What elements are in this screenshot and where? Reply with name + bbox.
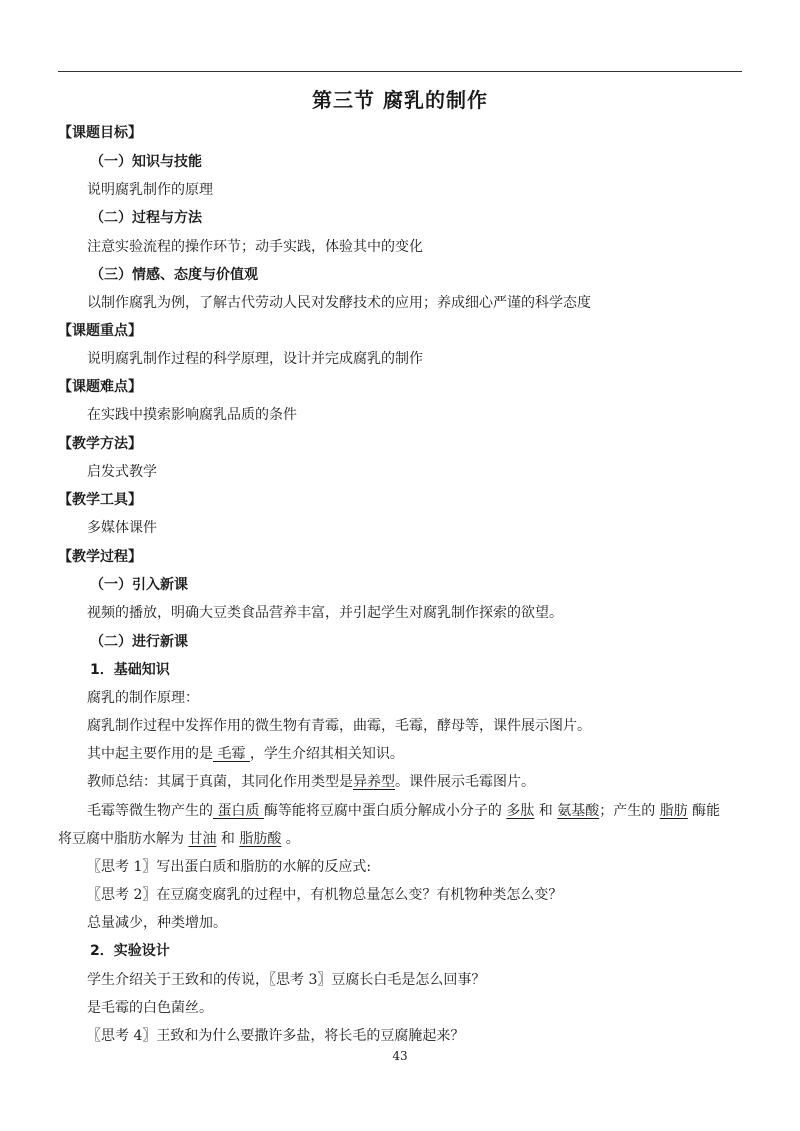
basics-line-2: 腐乳制作过程中发挥作用的微生物有青霉，曲霉，毛霉，酵母等，课件展示图片。 — [87, 718, 591, 734]
think-2-answer: 总量减少，种类增加。 — [87, 915, 227, 931]
process-method-label: （二）过程与方法 — [90, 210, 202, 226]
answer-blank-heterotroph: 异养型 — [353, 774, 395, 790]
text-segment: 教师总结：其属于真菌，其同化作用类型是 — [87, 774, 353, 790]
tools-heading: 【教学工具】 — [58, 492, 142, 508]
design-line-3: 〖思考 4〗王致和为什么要撒许多盐，将长毛的豆腐腌起来？ — [87, 1028, 465, 1044]
emotion-label: （三）情感、态度与价值观 — [90, 267, 258, 283]
emotion-text: 以制作腐乳为例，了解古代劳动人民对发酵技术的应用；养成细心严谨的科学态度 — [87, 295, 591, 311]
difficulties-text: 在实践中摸索影响腐乳品质的条件 — [87, 407, 297, 423]
text-segment: ，学生介绍其相关知识。 — [249, 746, 404, 762]
think-2: 〖思考 2〗在豆腐变腐乳的过程中，有机物总量怎么变？有机物种类怎么变？ — [87, 887, 563, 903]
knowledge-label: （一）知识与技能 — [90, 154, 202, 170]
basics-line-6 — [58, 830, 300, 848]
basics-line-4 — [87, 773, 535, 791]
answer-blank-mold: 毛霉 — [213, 746, 250, 762]
difficulties-heading: 【课题难点】 — [58, 379, 142, 395]
answer-blank-fat: 脂肪 — [659, 803, 688, 819]
answer-blank-protein: 蛋白质 — [213, 803, 264, 819]
answer-blank-peptide: 多肽 — [506, 803, 535, 819]
text-segment: 毛霉等微生物产生的 — [87, 803, 213, 819]
objectives-heading: 【课题目标】 — [58, 125, 142, 141]
intro-text: 视频的播放，明确大豆类食品营养丰富，并引起学生对腐乳制作探索的欲望。 — [87, 605, 563, 621]
text-segment: 酶能 — [687, 803, 721, 819]
page-number: 43 — [392, 1049, 408, 1063]
answer-blank-fatty-acid: 脂肪酸 — [239, 831, 282, 847]
basics-line-5 — [87, 802, 720, 820]
key-points-heading: 【课题重点】 — [58, 323, 142, 339]
methods-heading: 【教学方法】 — [58, 436, 142, 452]
page-title: 第三节 腐乳的制作 — [312, 88, 488, 112]
basics-label: 1．基础知识 — [90, 662, 170, 678]
answer-blank-amino-acid: 氨基酸 — [557, 803, 600, 819]
text-segment: 。课件展示毛霉图片。 — [395, 774, 535, 790]
think-1: 〖思考 1〗写出蛋白质和脂肪的水解的反应式: — [87, 859, 372, 875]
text-segment: 。 — [281, 831, 300, 847]
design-line-2: 是毛霉的白色菌丝。 — [87, 1000, 213, 1016]
text-segment: ；产生的 — [599, 803, 660, 819]
basics-line-3 — [87, 745, 404, 763]
key-points-text: 说明腐乳制作过程的科学原理，设计并完成腐乳的制作 — [87, 351, 423, 367]
tools-text: 多媒体课件 — [87, 520, 157, 536]
methods-text: 启发式教学 — [87, 464, 157, 480]
intro-label: （一）引入新课 — [90, 577, 188, 593]
answer-blank-glycerol: 甘油 — [188, 831, 217, 847]
design-label: 2．实验设计 — [90, 943, 170, 959]
basics-line-1: 腐乳的制作原理： — [87, 690, 199, 706]
text-segment: 和 — [534, 803, 558, 819]
new-lesson-label: （二）进行新课 — [90, 634, 188, 650]
header-rule — [58, 71, 742, 72]
process-method-text: 注意实验流程的操作环节；动手实践，体验其中的变化 — [87, 239, 423, 255]
process-heading: 【教学过程】 — [58, 549, 142, 565]
text-segment: 酶等能将豆腐中蛋白质分解成小分子的 — [263, 803, 507, 819]
design-line-1: 学生介绍关于王致和的传说，〖思考 3〗豆腐长白毛是怎么回事？ — [87, 972, 486, 988]
knowledge-text: 说明腐乳制作的原理 — [87, 182, 213, 198]
text-segment: 其中起主要作用的是 — [87, 746, 213, 762]
text-segment: 和 — [216, 831, 240, 847]
text-segment: 将豆腐中脂肪水解为 — [58, 831, 189, 847]
